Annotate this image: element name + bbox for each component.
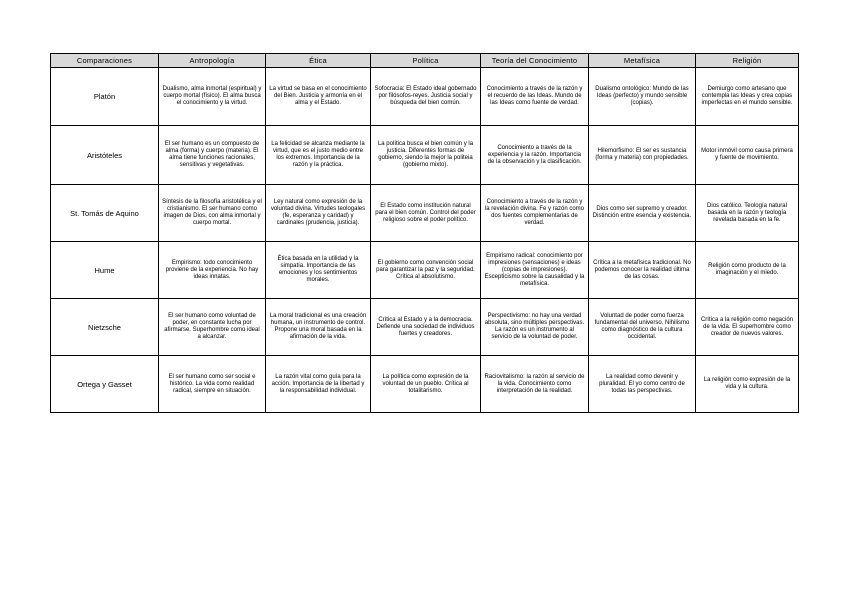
table-cell: El ser humano como voluntad de poder, en constante lucha por afirmarse. Superhombre como ideal a alcanzar. [159,299,266,356]
column-header-teoria-conocimiento: Teoría del Conocimiento [481,54,589,68]
table-cell: Dios católico. Teología natural basada en la razón y teología revelada basada en la fe. [696,185,799,242]
table-cell: La felicidad se alcanza mediante la virtud, que es el justo medio entre los extremos. Importancia de la razón y la práctica. [266,126,371,185]
table-cell: Síntesis de la filosofía aristotélica y el cristianismo. El ser humano como imagen de Dios, con alma inmortal y cuerpo mortal. [159,185,266,242]
table-cell: Hilemorfismo: El ser es sustancia (forma y materia) con propiedades. [589,126,696,185]
table-cell: El ser humano como ser social e histórico. La vida como realidad radical, siempre en situación. [159,356,266,413]
column-header-politica: Política [371,54,481,68]
table-cell: Raciovitalismo: la razón al servicio de la vida. Conocimiento como interpretación de la realidad. [481,356,589,413]
row-header-tomas-de-aquino: St. Tomás de Aquino [51,185,159,242]
column-header-etica: Ética [266,54,371,68]
row-header-aristoteles: Aristóteles [51,126,159,185]
table-row [51,242,799,299]
row-header-nietzsche: Nietzsche [51,299,159,356]
table-cell: Ética basada en la utilidad y la simpatía. Importancia de las emociones y los sentimientos morales. [266,242,371,299]
column-header-metafisica: Metafísica [589,54,696,68]
table-row [51,68,799,126]
table-cell: Crítica al Estado y a la democracia. Defiende una sociedad de individuos fuertes y creadores. [371,299,481,356]
row-header-platon: Platón [51,68,159,126]
table-cell: El gobierno como convención social para garantizar la paz y la seguridad. Crítica al absolutismo. [371,242,481,299]
table-cell: La política busca el bien común y la justicia. Diferentes formas de gobierno, siendo la mejor la politeia (gobierno mixto). [371,126,481,185]
table-cell: La moral tradicional es una creación humana, un instrumento de control. Propone una moral basada en la afirmación de la vida. [266,299,371,356]
table-cell: Dualismo, alma inmortal (espiritual) y cuerpo mortal (físico). El alma busca el conocimiento y la virtud. [159,68,266,126]
column-header-religion: Religión [696,54,799,68]
table-cell: El ser humano es un compuesto de alma (forma) y cuerpo (materia). El alma tiene funciones racionales, sensitivas y vegetativas. [159,126,266,185]
table-cell: Motor inmóvil como causa primera y fuente de movimiento. [696,126,799,185]
table-row [51,185,799,242]
table-cell: Conocimiento a través de la experiencia y la razón. Importancia de la observación y la clasificación. [481,126,589,185]
table-row [51,299,799,356]
table-cell: Empirismo: todo conocimiento proviene de la experiencia. No hay ideas innatas. [159,242,266,299]
column-header-antropologia: Antropología [159,54,266,68]
table-cell: Demiurgo como artesano que contempla las Ideas y crea copias imperfectas en el mundo sensible. [696,68,799,126]
table-cell: Crítica a la metafísica tradicional. No podemos conocer la realidad última de las cosas. [589,242,696,299]
table-cell: La razón vital como guía para la acción. Importancia de la libertad y la responsabilidad individual. [266,356,371,413]
table-row [51,126,799,185]
table-cell: La realidad como devenir y pluralidad. El yo como centro de todas las perspectivas. [589,356,696,413]
column-header-comparaciones: Comparaciones [51,54,159,68]
table-cell: La política como expresión de la voluntad de un pueblo. Crítica al totalitarismo. [371,356,481,413]
table-cell: Conocimiento a través de la razón y el recuerdo de las Ideas. Mundo de las Ideas como fuente de verdad. [481,68,589,126]
table-cell: Ley natural como expresión de la voluntad divina. Virtudes teologales (fe, esperanza y caridad) y cardinales (prudencia, justicia). [266,185,371,242]
table-cell: Voluntad de poder como fuerza fundamental del universo. Nihilismo como diagnóstico de la cultura occidental. [589,299,696,356]
table-cell: Dios como ser supremo y creador. Distinción entre esencia y existencia. [589,185,696,242]
table-cell: Dualismo ontológico: Mundo de las Ideas (perfecto) y mundo sensible (copias). [589,68,696,126]
table-cell: Conocimiento a través de la razón y la revelación divina. Fe y razón como dos fuentes complementarias de verdad. [481,185,589,242]
table-row [51,356,799,413]
table-cell: Empirismo radical: conocimiento por impresiones (sensaciones) e ideas (copias de impresiones). Escepticismo sobre la causalidad y la metafísica. [481,242,589,299]
table-cell: La religión como expresión de la vida y la cultura. [696,356,799,413]
table-cell: Crítica a la religión como negación de la vida. El superhombre como creador de nuevos valores. [696,299,799,356]
comparison-table [50,53,799,413]
table-header-row [51,54,799,68]
table-cell: El Estado como institución natural para el bien común. Control del poder religioso sobre el poder político. [371,185,481,242]
table-cell: Perspectivismo: no hay una verdad absoluta, sino múltiples perspectivas. La razón es un instrumento al servicio de la voluntad de poder. [481,299,589,356]
table-cell: La virtud se basa en el conocimiento del Bien. Justicia y armonía en el alma y el Estado. [266,68,371,126]
row-header-ortega-y-gasset: Ortega y Gasset [51,356,159,413]
row-header-hume: Hume [51,242,159,299]
table-cell: Sofocracia: El Estado ideal gobernado por filósofos-reyes. Justicia social y búsqueda del bien común. [371,68,481,126]
table-cell: Religión como producto de la imaginación y el miedo. [696,242,799,299]
